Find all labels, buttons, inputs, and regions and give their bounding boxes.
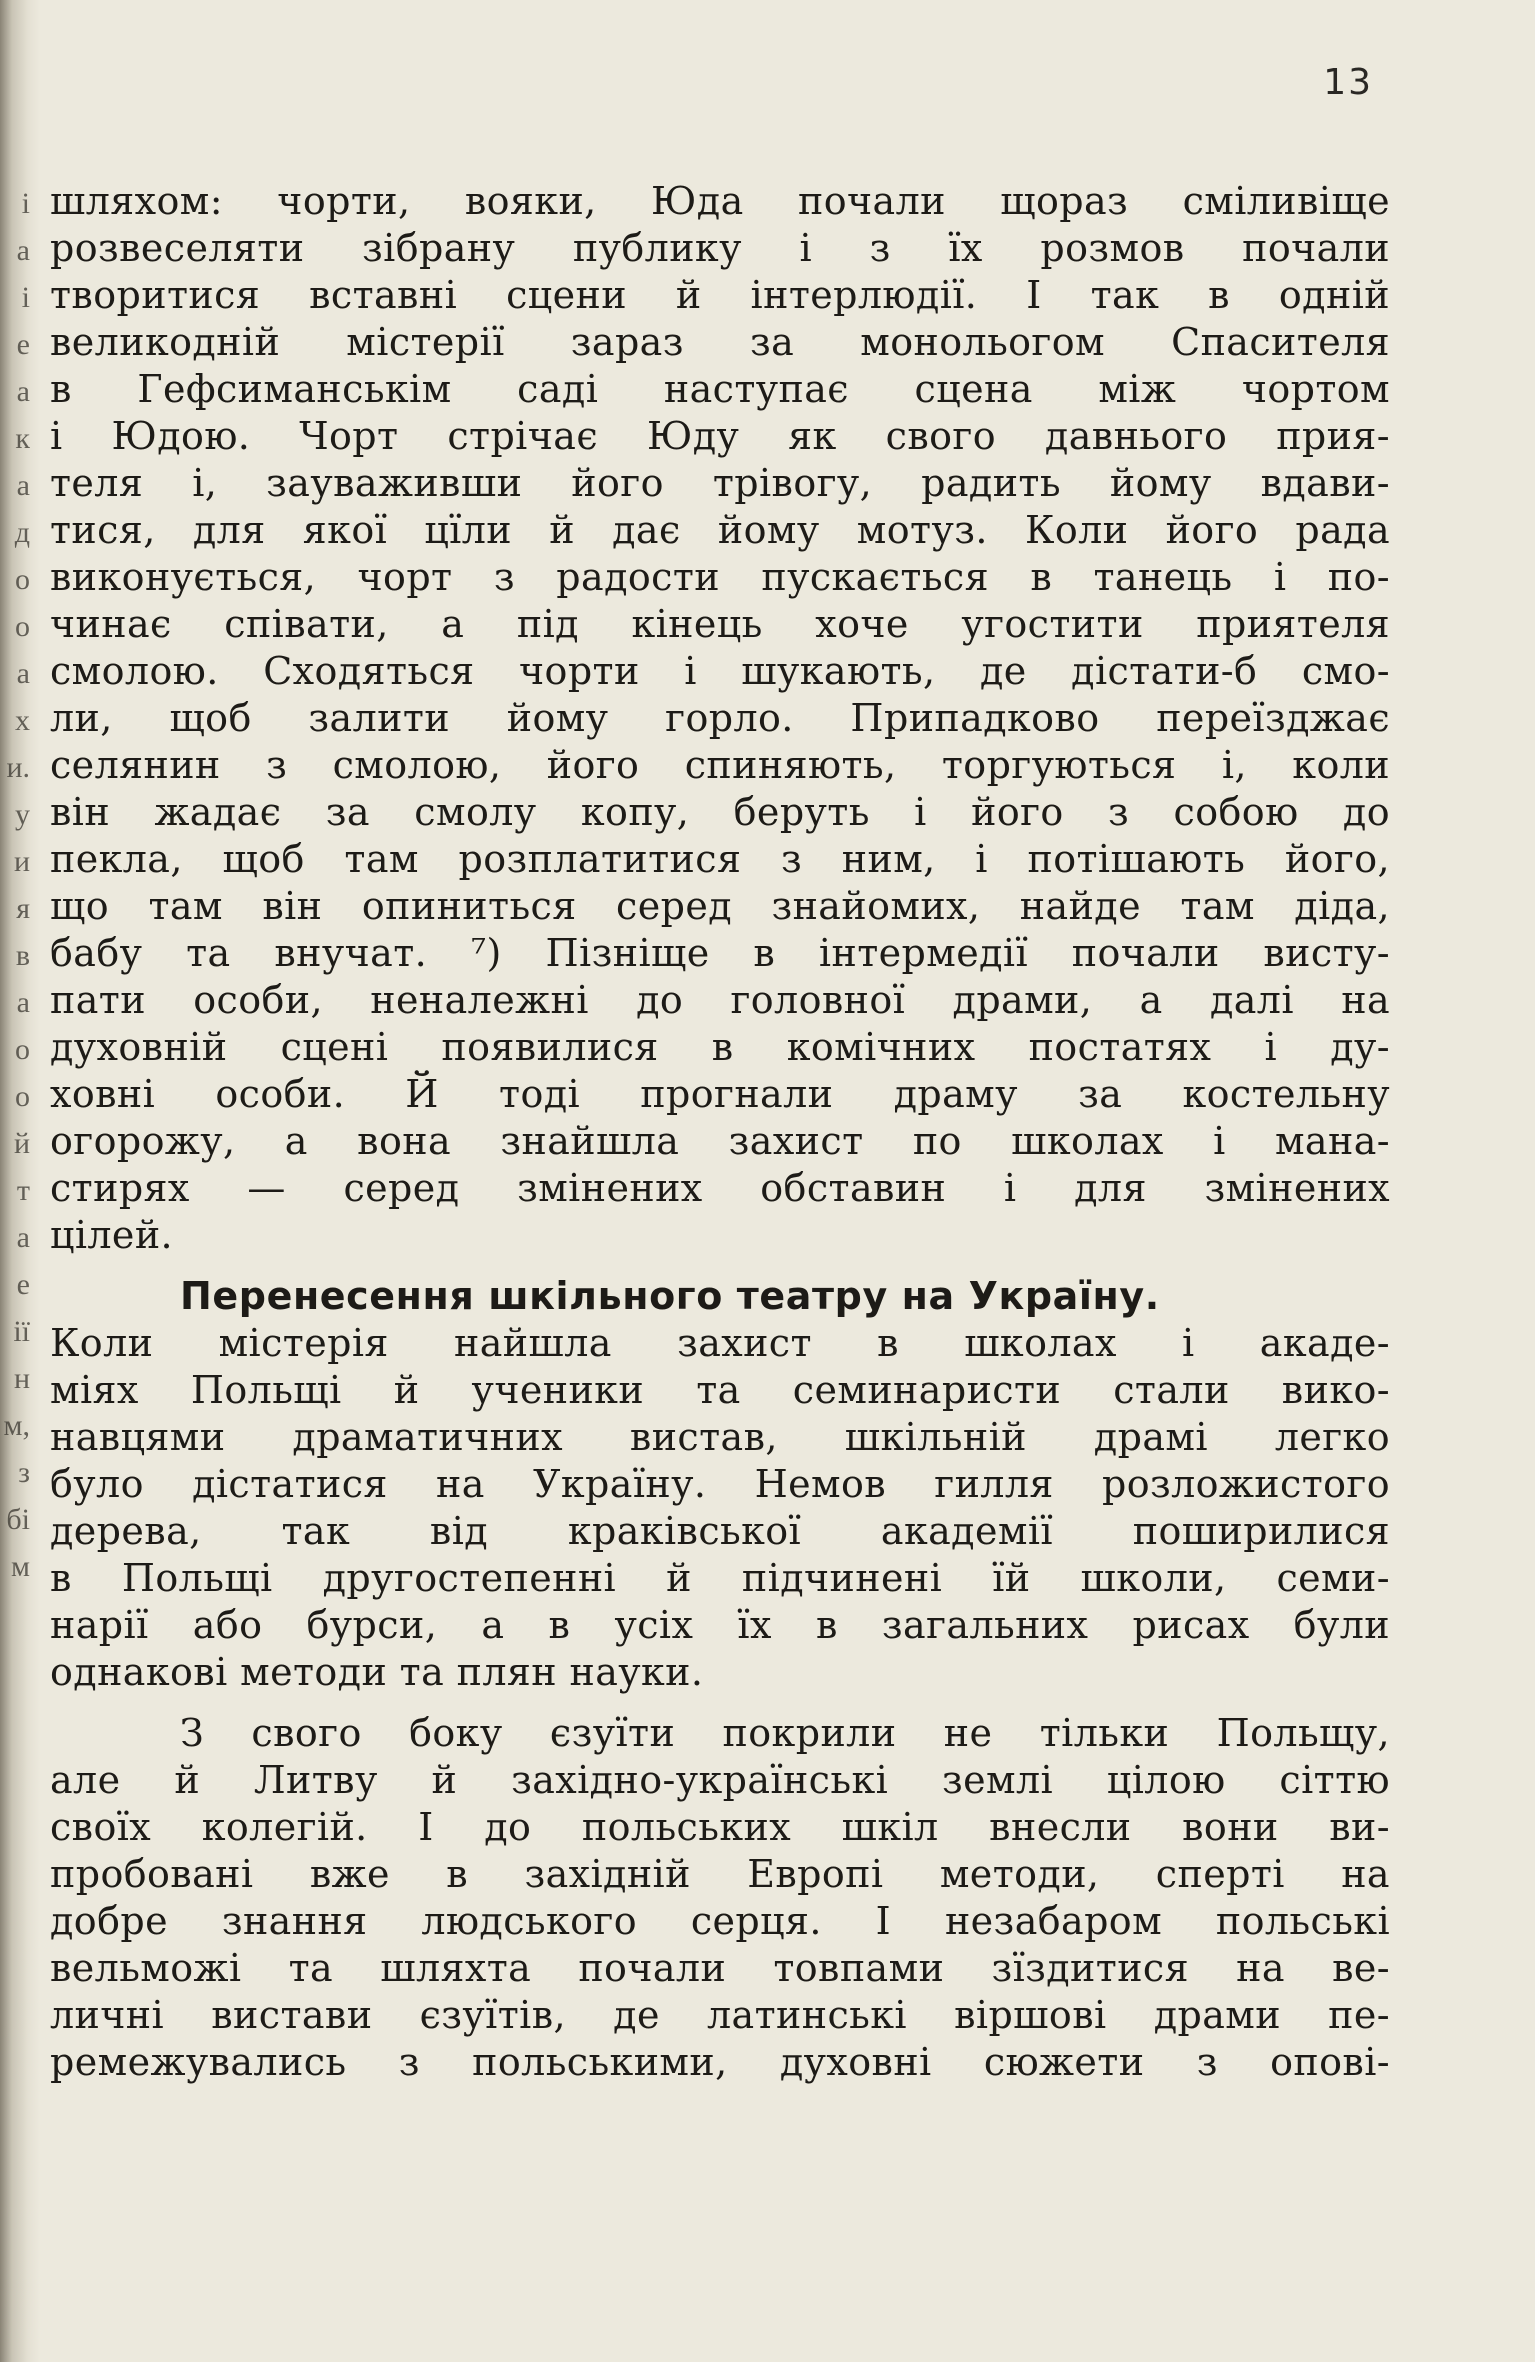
text-line: ховні особи. Й тоді прогнали драму за костельну [50, 1072, 1390, 1116]
text-line: нарії або бурси, а в усіх їх в загальних рисах були [50, 1603, 1390, 1647]
text-line: навцями драматичних вистав, шкільній драмі легко [50, 1415, 1390, 1459]
margin-fragment: в [15, 939, 30, 972]
margin-fragment: і [21, 281, 30, 314]
paragraph-school-theatre [50, 1320, 1390, 1696]
text-line: творитися вставні сцени й інтерлюдії. І так в одній [50, 273, 1390, 317]
margin-fragment: м, [3, 1409, 30, 1442]
margin-fragment: д [14, 516, 30, 549]
text-line: Коли містерія найшла захист в школах і акаде- [50, 1321, 1390, 1365]
text-line: добре знання людського серця. І незабаром польські [50, 1899, 1390, 1943]
text-line: личні вистави єзуїтів, де латинські віршові драми пе- [50, 1993, 1390, 2037]
text-line: в Гефсиманськім саді наступає сцена між чортом [50, 367, 1390, 411]
text-line: в Польщі другостепенні й підчинені їй школи, семи- [50, 1556, 1390, 1600]
text-line: смолою. Сходяться чорти і шукають, де дістати-б смо- [50, 649, 1390, 693]
text-line: теля і, зауваживши його трівогу, радить йому вдави- [50, 461, 1390, 505]
section-line [50, 1273, 1390, 1320]
text-line: але й Литву й західно-українські землі цілою сіттю [50, 1758, 1390, 1802]
text-line: вельможі та шляхта почали товпами зїздитися на ве- [50, 1946, 1390, 1990]
text-line: селянин з смолою, його спиняють, торгуються і, коли [50, 743, 1390, 787]
text-line: пробовані вже в західній Европі методи, сперті на [50, 1852, 1390, 1896]
margin-fragment: о [15, 610, 30, 643]
margin-fragment: о [15, 1033, 30, 1066]
text-line: однакові методи та плян науки. [50, 1650, 704, 1694]
text-line: ли, щоб залити йому горло. Припадково переїзджає [50, 696, 1390, 740]
margin-fragment: т [16, 1174, 30, 1207]
text-line: пати особи, неналежні до головної драми, а далі на [50, 978, 1390, 1022]
margin-fragment: е [16, 1268, 30, 1301]
margin-fragment: к [15, 422, 30, 455]
text-line: стирях — серед змінених обставин і для змінених [50, 1166, 1390, 1210]
text-line: і Юдою. Чорт стрічає Юду як свого давнього прия- [50, 414, 1390, 458]
margin-fragment: з [18, 1456, 30, 1489]
paragraph-misteries [50, 178, 1390, 1259]
margin-fragment: е [16, 328, 30, 361]
section-heading: Перенесення шкільного театру на Україну. [180, 1274, 1160, 1318]
text-line: міях Польщі й ученики та семинаристи стали вико- [50, 1368, 1390, 1412]
margin-fragment: а [16, 469, 30, 502]
margin-fragment: о [15, 1080, 30, 1113]
margin-fragment: а [16, 1221, 30, 1254]
text-line: він жадає за смолу копу, беруть і його з собою до [50, 790, 1390, 834]
text-line: духовній сцені появилися в комічних постатях і ду- [50, 1025, 1390, 1069]
margin-fragment: бі [6, 1503, 30, 1536]
margin-fragment: а [16, 657, 30, 690]
text-line: що там він опиниться серед знайомих, найде там діда, [50, 884, 1390, 928]
page-body [50, 178, 1390, 2086]
margin-fragment: а [16, 375, 30, 408]
margin-fragment: я [16, 892, 30, 925]
margin-fragment: ії [13, 1315, 30, 1348]
text-line: великодній містерії зараз за монольогом Спасителя [50, 320, 1390, 364]
margin-fragment: а [16, 234, 30, 267]
text-line: було дістатися на Україну. Немов гилля розложистого [50, 1462, 1390, 1506]
text-line: шляхом: чорти, вояки, Юда почали щораз сміливіще [50, 179, 1390, 223]
margin-fragment: а [16, 986, 30, 1019]
text-line: З свого боку єзуїти покрили не тільки Польщу, [180, 1711, 1390, 1755]
text-line: розвеселяти зібрану публику і з їх розмов почали [50, 226, 1390, 270]
paragraph-jesuits [50, 1710, 1390, 2086]
margin-fragment: х [15, 704, 30, 737]
text-line: пекла, щоб там розплатитися з ним, і потішають його, [50, 837, 1390, 881]
text-line: цілей. [50, 1213, 174, 1257]
text-line: чинає співати, а під кінець хоче угостити приятеля [50, 602, 1390, 646]
margin-fragment: у [15, 798, 30, 831]
text-line: огорожу, а вона знайшла захист по школах і мана- [50, 1119, 1390, 1163]
text-line: бабу та внучат. ⁷) Пізніще в інтермедії почали висту- [50, 931, 1390, 975]
margin-fragment: о [15, 563, 30, 596]
page-number: 13 [1323, 62, 1373, 103]
margin-fragment: і [21, 187, 30, 220]
text-line: виконується, чорт з радости пускається в танець і по- [50, 555, 1390, 599]
margin-fragment: й [13, 1127, 30, 1160]
margin-fragment: н [13, 1362, 30, 1395]
text-line: дерева, так від краківської академії поширилися [50, 1509, 1390, 1553]
adjacent-page-fragments [0, 180, 34, 2080]
text-line: ремежувались з польськими, духовні сюжети з опові- [50, 2040, 1390, 2084]
margin-fragment: и. [6, 751, 30, 784]
text-line: тися, для якої цїли й дає йому мотуз. Коли його рада [50, 508, 1390, 552]
margin-fragment: и [13, 845, 30, 878]
margin-fragment: м [11, 1550, 30, 1583]
text-line: своїх колегій. І до польських шкіл внесли вони ви- [50, 1805, 1390, 1849]
